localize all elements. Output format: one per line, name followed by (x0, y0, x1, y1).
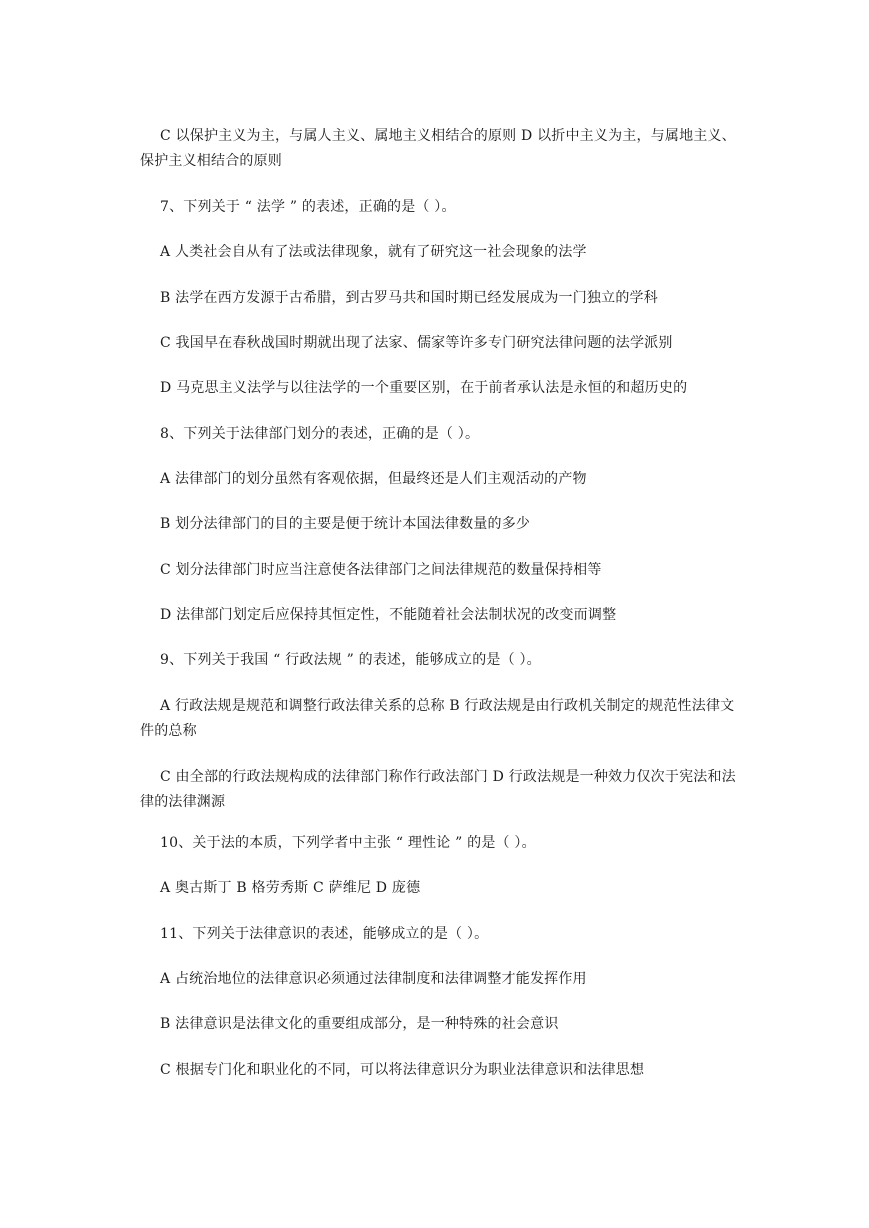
q8-option-b: B 划分法律部门的目的主要是便于统计本国法律数量的多少 (160, 516, 531, 532)
q7-option-d: D 马克思主义法学与以往法学的一个重要区别，在于前者承认法是永恒的和超历史的 (160, 380, 688, 396)
q7-option-c: C 我国早在春秋战国时期就出现了法家、儒家等许多专门研究法律问题的法学派别 (160, 335, 673, 351)
q9-options-c-d: C 由全部的行政法规构成的法律部门称作行政法部门 D 行政法规是一种效力仅次于宪法和法律的法律渊源 (140, 769, 736, 810)
question-7: 7、下列关于 “ 法学 ” 的表述，正确的是（ ）。 (160, 199, 456, 215)
q11-option-c: C 根据专门化和职业化的不同，可以将法律意识分为职业法律意识和法律思想 (160, 1062, 645, 1078)
q7-option-a: A 人类社会自从有了法或法律现象，就有了研究这一社会现象的法学 (160, 244, 587, 260)
paragraph-option-c-d-q6: C 以保护主义为主，与属人主义、属地主义相结合的原则 D 以折中主义为主，与属地主义、保护主义相结合的原则 (140, 128, 736, 169)
q11-option-b: B 法律意识是法律文化的重要组成部分，是一种特殊的社会意识 (160, 1016, 559, 1032)
q11-option-a: A 占统治地位的法律意识必须通过法律制度和法律调整才能发挥作用 (160, 971, 587, 987)
q8-option-d: D 法律部门划定后应保持其恒定性，不能随着社会法制状况的改变而调整 (160, 607, 617, 623)
question-11: 11、下列关于法律意识的表述，能够成立的是（ ）。 (160, 926, 489, 942)
question-8: 8、下列关于法律部门划分的表述，正确的是（ ）。 (160, 426, 480, 442)
q10-options: A 奥古斯丁 B 格劳秀斯 C 萨维尼 D 庞德 (160, 880, 421, 896)
q7-option-b: B 法学在西方发源于古希腊，到古罗马共和国时期已经发展成为一门独立的学科 (160, 290, 658, 306)
q8-option-a: A 法律部门的划分虽然有客观依据，但最终还是人们主观活动的产物 (160, 471, 587, 487)
question-10: 10、关于法的本质，下列学者中主张 “ 理性论 ” 的是（ ）。 (160, 835, 536, 851)
question-9: 9、下列关于我国 “ 行政法规 ” 的表述，能够成立的是（ ）。 (160, 652, 541, 668)
q9-options-a-b: A 行政法规是规范和调整行政法律关系的总称 B 行政法规是由行政机关制定的规范性法律文件的总称 (140, 698, 735, 739)
q8-option-c: C 划分法律部门时应当注意使各法律部门之间法律规范的数量保持相等 (160, 562, 602, 578)
